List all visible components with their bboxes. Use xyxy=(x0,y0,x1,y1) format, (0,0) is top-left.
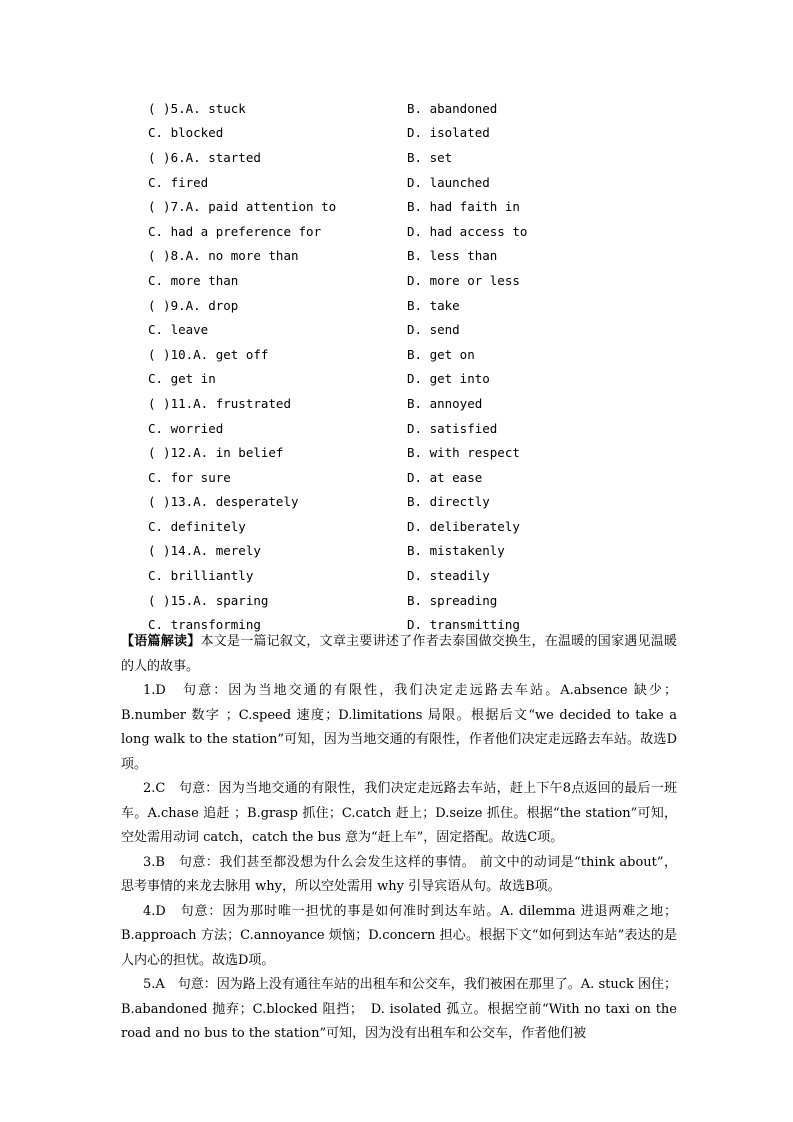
option-right: B. set xyxy=(407,149,453,165)
options-list xyxy=(148,96,668,637)
option-row xyxy=(148,490,668,515)
option-right: B. less than xyxy=(407,248,498,264)
option-left: ( )10.A. get off xyxy=(148,346,269,362)
option-right: D. satisfied xyxy=(407,420,498,436)
option-row xyxy=(148,219,668,244)
option-row xyxy=(148,514,668,539)
intro-text: 本文是一篇记叙文，文章主要讲述了作者去泰国做交换生，在温暖的国家遇见温暖的人的故事。 xyxy=(121,634,677,674)
answer-4: 4.D 句意：因为那时唯一担忧的事是如何准时到达车站。A. dilemma 进退两难之地；B.approach 方法；C.annoyance 烦恼；D.concern 担心。根据下文“如何到达车站”表达的是人内心的担忧。故选D项。 xyxy=(121,903,677,968)
option-left: C. leave xyxy=(148,322,209,338)
option-left: ( )8.A. no more than xyxy=(148,248,299,264)
option-row xyxy=(148,342,668,367)
option-row xyxy=(148,96,668,121)
option-row xyxy=(148,416,668,441)
option-left: C. more than xyxy=(148,272,239,288)
option-left: ( )5.A. stuck xyxy=(148,100,246,116)
option-left: ( )13.A. desperately xyxy=(148,494,299,510)
option-row xyxy=(148,391,668,416)
option-left: C. worried xyxy=(148,420,224,436)
option-right: D. send xyxy=(407,322,460,338)
option-row xyxy=(148,563,668,588)
option-right: D. launched xyxy=(407,174,490,190)
section-tag: 【语篇解读】 xyxy=(121,634,201,649)
option-left: ( )6.A. started xyxy=(148,149,261,165)
option-right: D. isolated xyxy=(407,125,490,141)
option-left: C. get in xyxy=(148,371,216,387)
option-left: C. definitely xyxy=(148,518,246,534)
option-row xyxy=(148,194,668,219)
explanation-intro xyxy=(121,630,677,679)
option-row xyxy=(148,465,668,490)
option-right: B. directly xyxy=(407,494,490,510)
option-right: B. mistakenly xyxy=(407,543,505,559)
option-right: D. had access to xyxy=(407,223,528,239)
option-left: C. for sure xyxy=(148,469,231,485)
option-right: D. more or less xyxy=(407,272,520,288)
option-right: D. at ease xyxy=(407,469,483,485)
option-row xyxy=(148,588,668,613)
option-row xyxy=(148,145,668,170)
option-left: ( )9.A. drop xyxy=(148,297,239,313)
option-row xyxy=(148,121,668,146)
option-right: B. take xyxy=(407,297,460,313)
option-row xyxy=(148,170,668,195)
option-row xyxy=(148,539,668,564)
option-left: C. brilliantly xyxy=(148,568,254,584)
option-row xyxy=(148,317,668,342)
option-left: C. blocked xyxy=(148,125,224,141)
option-left: ( )15.A. sparing xyxy=(148,592,269,608)
option-right: D. steadily xyxy=(407,568,490,584)
answer-1: 1.D 句意：因为当地交通的有限性，我们决定走远路去车站。A.absence 缺少；B.number 数字 ；C.speed 速度；D.limitations 局限。根据后文“we decided to take a long walk to the station”可知，因为当地交通的有限性，作者他们决定走远路去车站。故选D项。 xyxy=(121,683,677,772)
option-right: B. spreading xyxy=(407,592,498,608)
option-row xyxy=(148,440,668,465)
answer-2: 2.C 句意：因为当地交通的有限性，我们决定走远路去车站，赶上下午8点返回的最后一班车。A.chase 追赶 ；B.grasp 抓住；C.catch 赶上；D.seize 抓住。根据“the station”可知，空处需用动词 catch，catch the bus 意为“赶上车”，固定搭配。故选C项。 xyxy=(121,781,677,845)
option-right: B. get on xyxy=(407,346,475,362)
option-right: B. with respect xyxy=(407,445,520,461)
option-right: B. annoyed xyxy=(407,395,483,411)
option-left: ( )12.A. in belief xyxy=(148,445,284,461)
explanation-section xyxy=(121,630,677,1047)
option-right: D. get into xyxy=(407,371,490,387)
option-row xyxy=(148,268,668,293)
option-right: D. deliberately xyxy=(407,518,520,534)
option-row xyxy=(148,367,668,392)
answer-5: 5.A 句意：因为路上没有通往车站的出租车和公交车，我们被困在那里了。A. stuck 困住；B.abandoned 抛弃；C.blocked 阻挡； D. isolated 孤立。根据空前“With no taxi on the road and no bus to the station”可知，因为没有出租车和公交车，作者他们被 xyxy=(121,977,678,1041)
option-left: C. transforming xyxy=(148,617,261,633)
option-row xyxy=(148,293,668,318)
option-row xyxy=(148,244,668,269)
option-left: C. had a preference for xyxy=(148,223,322,239)
option-left: ( )7.A. paid attention to xyxy=(148,199,337,215)
answer-3: 3.B 句意：我们甚至都没想为什么会发生这样的事情。 前文中的动词是“think about”， 思考事情的来龙去脉用 why，所以空处需用 why 引导宾语从句。故选B项。 xyxy=(121,854,677,894)
option-left: ( )14.A. merely xyxy=(148,543,261,559)
option-left: C. fired xyxy=(148,174,209,190)
option-right: B. abandoned xyxy=(407,100,498,116)
option-left: ( )11.A. frustrated xyxy=(148,395,291,411)
option-right: D. transmitting xyxy=(407,617,520,633)
option-right: B. had faith in xyxy=(407,199,520,215)
